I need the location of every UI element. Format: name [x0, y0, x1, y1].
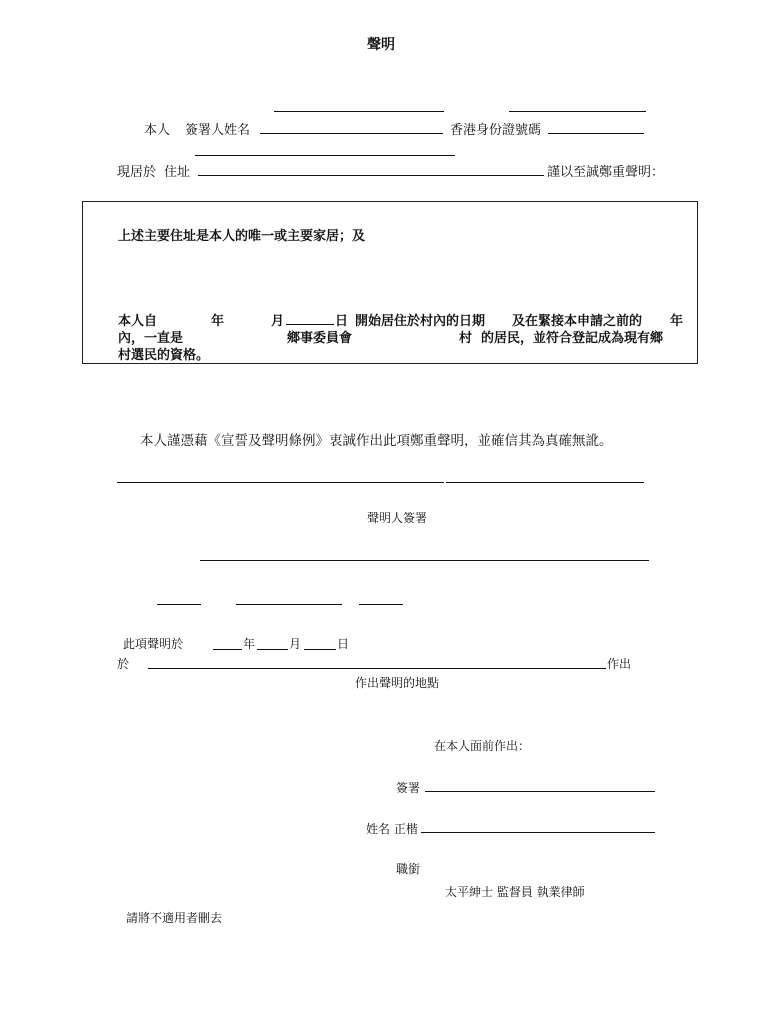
box-since-self: 本人自: [118, 314, 158, 329]
place-made-label: 作出: [607, 657, 632, 671]
blank-line[interactable]: [200, 560, 649, 561]
short-blank-3[interactable]: [359, 604, 403, 605]
signature-caption: 聲明人簽署: [367, 511, 428, 525]
witness-sign-label: 簽署: [396, 781, 421, 795]
place-caption: 作出聲明的地點: [355, 676, 440, 690]
hkid-label: 香港身份證號碼: [450, 123, 542, 138]
before-me-text: 在本人面前作出：: [434, 739, 531, 753]
name-blank-upper: [274, 111, 444, 112]
place-at-label: 於: [117, 657, 130, 671]
box-resident-text: 的居民，並符合登記成為現有鄉: [481, 331, 664, 346]
box-year2-label: 年: [670, 314, 684, 329]
declared-day-field[interactable]: [304, 649, 336, 650]
signature-line-left[interactable]: [117, 482, 444, 483]
address-field[interactable]: [198, 175, 544, 176]
box-before-text: 及在緊接本申請之前的: [512, 314, 643, 329]
short-blank-1[interactable]: [157, 604, 201, 605]
declared-year-label: 年: [243, 637, 256, 651]
short-blank-2[interactable]: [236, 604, 342, 605]
box-day-field[interactable]: [286, 324, 334, 325]
hkid-field[interactable]: [548, 133, 644, 134]
box-line-primary-home: 上述主要住址是本人的唯一或主要家居；及: [118, 229, 366, 244]
witness-title-label: 職銜: [396, 862, 421, 876]
name-field[interactable]: [260, 133, 443, 134]
witness-title-options: 太平紳士 監督員 執業律師: [445, 885, 585, 899]
witness-name-field[interactable]: [421, 832, 655, 833]
footnote: 請將不適用者刪去: [126, 911, 223, 925]
declared-on-label: 此項聲明於: [123, 637, 184, 651]
box-village-text: 村: [459, 331, 473, 346]
witness-name-label: 姓名 正楷: [366, 822, 418, 836]
page-title: 聲明: [367, 37, 395, 53]
hkid-blank-upper: [509, 111, 646, 112]
declared-month-field[interactable]: [257, 649, 288, 650]
oath-statement: 本人謹憑藉《宣誓及聲明條例》衷誠作出此項鄭重聲明，並確信其為真確無訛。: [140, 433, 613, 449]
solemn-text: 謹以至誠鄭重聲明：: [547, 165, 665, 180]
box-year-label: 年: [211, 314, 225, 329]
declared-year-field[interactable]: [213, 649, 242, 650]
self-label: 本人: [144, 123, 171, 138]
address-label: 住址: [164, 165, 191, 180]
box-day-label: 日: [335, 314, 349, 329]
box-within-text: 內，一直是: [118, 331, 184, 346]
name-label: 簽署人姓名: [185, 123, 251, 138]
witness-sign-field[interactable]: [425, 791, 655, 792]
place-field[interactable]: [148, 668, 606, 669]
box-month-label: 月: [271, 314, 285, 329]
declared-month-label: 月: [289, 637, 302, 651]
box-start-text: 開始居住於村內的日期: [355, 314, 486, 329]
signature-line-right[interactable]: [446, 482, 644, 483]
address-blank-upper: [195, 155, 455, 156]
box-committee-text: 鄉事委員會: [287, 331, 353, 346]
declared-day-label: 日: [337, 637, 350, 651]
residing-label: 現居於: [117, 165, 157, 180]
box-eligibility-text: 村選民的資格。: [118, 348, 210, 363]
